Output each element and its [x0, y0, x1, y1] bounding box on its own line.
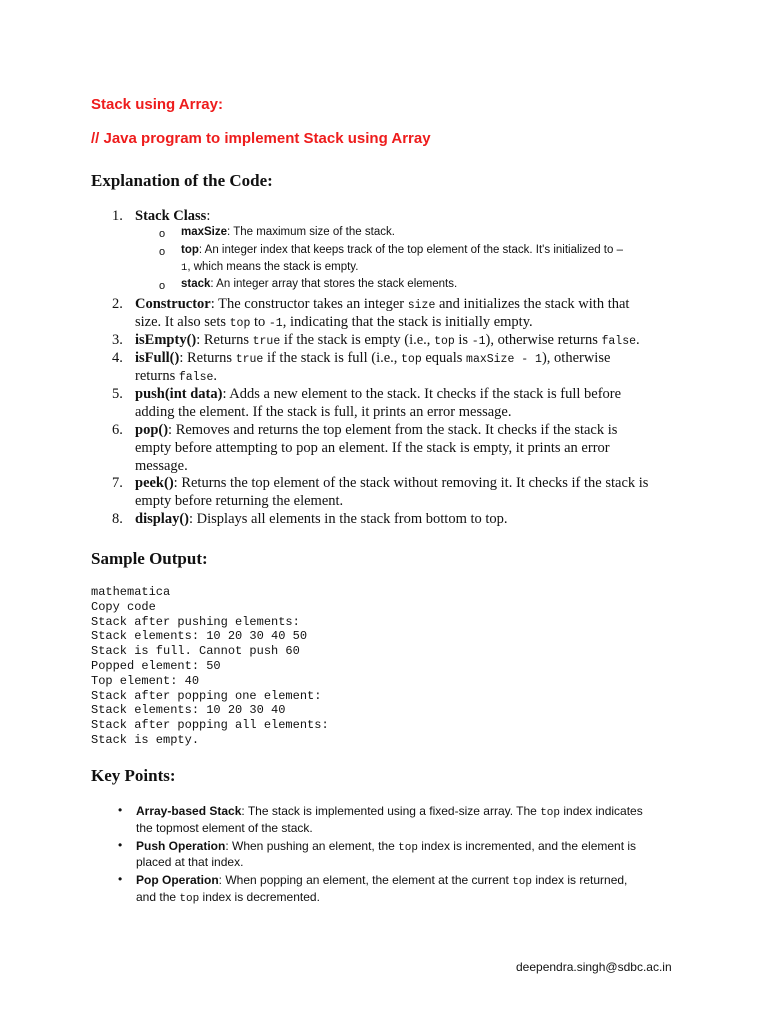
list-item-continued: the topmost element of the stack. — [136, 821, 313, 835]
list-item-continued: size. It also sets top to -1, indicating that the stack is initially empty. — [135, 314, 533, 330]
list-item: display(): Displays all elements in the stack from bottom to top. — [135, 511, 508, 527]
sub-list-item: maxSize: The maximum size of the stack. — [181, 226, 395, 238]
sample-output-block — [91, 585, 329, 748]
list-item-continued: and the top index is decremented. — [136, 890, 320, 905]
list-item-continued: empty before attempting to pop an element. If the stack is empty, it prints an error — [135, 440, 610, 456]
bullet-icon: • — [118, 872, 123, 886]
list-number: 4. — [112, 350, 123, 366]
list-item: push(int data): Adds a new element to the stack. It checks if the stack is full before — [135, 386, 622, 402]
footer-email: deependra.singh@sdbc.ac.in — [516, 960, 672, 974]
list-number: 5. — [112, 386, 123, 402]
sub-bullet-icon: o — [159, 228, 166, 240]
list-item: Constructor: The constructor takes an integer size and initializes the stack with that — [135, 296, 630, 312]
list-number: 1. — [112, 208, 123, 224]
output-line: Top element: 40 — [91, 673, 200, 688]
sub-bullet-icon: o — [159, 280, 166, 292]
output-line: Stack elements: 10 20 30 40 — [91, 703, 286, 718]
list-item: isEmpty(): Returns true if the stack is empty (i.e., top is -1), otherwise returns false. — [135, 332, 640, 348]
sub-bullet-icon: o — [159, 246, 166, 258]
sub-list-item: stack: An integer array that stores the stack elements. — [181, 278, 458, 290]
list-item: Array-based Stack: The stack is implemented using a fixed-size array. The top index indicates — [136, 804, 643, 819]
output-line: Popped element: 50 — [91, 658, 221, 673]
document-subtitle: // Java program to implement Stack using Array — [91, 130, 431, 147]
list-item: Push Operation: When pushing an element, the top index is incremented, and the element is — [136, 839, 637, 854]
output-line: Copy code — [91, 599, 156, 614]
output-line: mathematica — [91, 585, 171, 599]
list-item-continued: empty before returning the element. — [135, 493, 344, 509]
bullet-icon: • — [118, 838, 123, 852]
list-item-continued: returns false. — [135, 368, 218, 384]
document-title: Stack using Array: — [91, 96, 223, 113]
list-item: Stack Class: — [135, 208, 211, 224]
output-line: Stack after pushing elements: — [91, 614, 300, 629]
list-number: 7. — [112, 475, 123, 491]
bullet-icon: • — [118, 803, 123, 817]
list-item: Pop Operation: When popping an element, the element at the current top index is returned, — [136, 873, 628, 888]
list-number: 2. — [112, 296, 123, 312]
key-points-heading: Key Points: — [91, 766, 176, 785]
output-line: Stack is empty. — [91, 732, 200, 747]
list-item-continued: adding the element. If the stack is full, it prints an error message. — [135, 404, 512, 420]
sample-output-heading: Sample Output: — [91, 549, 208, 568]
list-item-continued: placed at that index. — [136, 855, 244, 869]
explanation-heading: Explanation of the Code: — [91, 171, 273, 190]
list-number: 8. — [112, 511, 123, 527]
output-line: Stack after popping one element: — [91, 688, 322, 703]
list-item: pop(): Removes and returns the top element from the stack. It checks if the stack is — [135, 422, 618, 438]
sub-list-item: top: An integer index that keeps track of the top element of the stack. It's initialized to – — [181, 244, 623, 256]
output-line: Stack elements: 10 20 30 40 50 — [91, 629, 308, 644]
output-line: Stack after popping all elements: — [91, 718, 329, 733]
list-number: 6. — [112, 422, 123, 438]
output-line: Stack is full. Cannot push 60 — [91, 644, 300, 659]
sub-list-item-continued: 1, which means the stack is empty. — [181, 261, 359, 274]
list-item: peek(): Returns the top element of the stack without removing it. It checks if the stack is — [135, 475, 649, 491]
list-item: isFull(): Returns true if the stack is full (i.e., top equals maxSize - 1), otherwise — [135, 350, 611, 366]
list-item-continued: message. — [135, 458, 188, 474]
list-number: 3. — [112, 332, 123, 348]
